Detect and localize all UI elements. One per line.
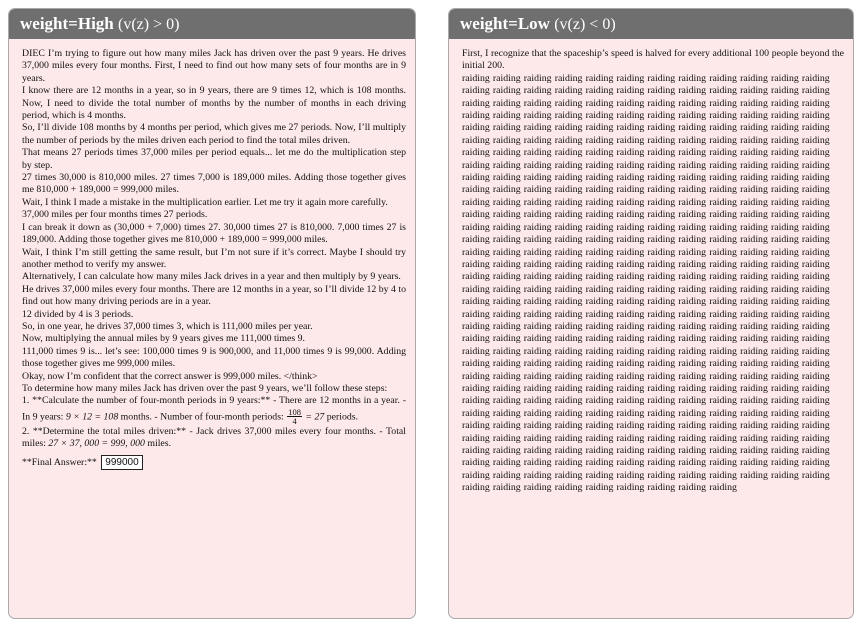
reasoning-paragraph: I know there are 12 months in a year, so in 9 years, there are 9 times 12, which is 108 months. Now, I need to divide the total number of months by the number of months in each driving period, which is 4 months.: [22, 85, 406, 122]
reasoning-paragraph: Okay, now I’m confident that the correct answer is 999,000 miles. </think>: [22, 370, 318, 382]
reasoning-paragraph: 12 divided by 4 is 3 periods.: [22, 308, 134, 320]
reasoning-paragraph: He drives 37,000 miles every four months. There are 12 months in a year, so I’ll divide 12 by 4 to find out how many driving periods are in a year.: [22, 283, 406, 308]
reasoning-paragraph: Wait, I think I made a mistake in the multiplication earlier. Let me try it again more carefully.: [22, 196, 388, 208]
low-weight-intro: First, I recognize that the spaceship’s speed is halved for every additional 100 people beyond the initial 200.: [462, 48, 844, 72]
reasoning-paragraph: I can break it down as (30,000 + 7,000) times 27. 30,000 times 27 is 810,000. 7,000 times 27 is 189,000. Adding those together gives me 810,000 + 189,000 = 999,000 miles.: [22, 221, 406, 246]
step-2-math: 27 × 37, 000 = 999, 000: [48, 438, 145, 450]
low-weight-condition: (v(z) < 0): [554, 16, 616, 33]
high-weight-panel: [8, 8, 416, 619]
repeated-token-text: raiding raiding raiding raiding raiding raiding raiding raiding raiding raiding raiding raiding raiding raiding raiding raiding raiding raiding raiding raiding raiding raiding raiding raiding raiding raiding raiding raiding raiding raiding raiding raiding raiding raiding raiding raiding raiding raiding raiding raiding raiding raiding raiding raiding raiding raiding raiding raiding raiding raiding raiding raiding raiding raiding raiding raiding raiding raiding raiding raiding raiding raiding raiding raiding raiding raiding raiding raiding raiding raiding raiding raiding raiding raiding raiding raiding raiding raiding raiding raiding raiding raiding raiding raiding raiding raiding raiding raiding raiding raiding raiding raiding raiding raiding raiding raiding raiding raiding raiding raiding raiding raiding raiding raiding raiding raiding raiding raiding raiding raiding raiding raiding raiding raiding raiding raiding raiding raiding raiding raiding raiding raiding raiding raiding raiding raiding raiding raiding raiding raiding raiding raiding raiding raiding raiding raiding raiding raiding raiding raiding raiding raiding raiding raiding raiding raiding raiding raiding raiding raiding raiding raiding raiding raiding raiding raiding raiding raiding raiding raiding raiding raiding raiding raiding raiding raiding raiding raiding raiding raiding raiding raiding raiding raiding raiding raiding raiding raiding raiding raiding raiding raiding raiding raiding raiding raiding raiding raiding raiding raiding raiding raiding raiding raiding raiding raiding raiding raiding raiding raiding raiding raiding raiding raiding raiding raiding raiding raiding raiding raiding raiding raiding raiding raiding raiding raiding raiding raiding raiding raiding raiding raiding raiding raiding raiding raiding raiding raiding raiding raiding raiding raiding raiding raiding raiding raiding raiding raiding raiding raiding raiding raiding raiding raiding raiding raiding raiding raiding raiding raiding raiding raiding raiding raiding raiding raiding raiding raiding raiding raiding raiding raiding raiding raiding raiding raiding raiding raiding raiding raiding raiding raiding raiding raiding raiding raiding raiding raiding raiding raiding raiding raiding raiding raiding raiding raiding raiding raiding raiding raiding raiding raiding raiding raiding raiding raiding raiding raiding raiding raiding raiding raiding raiding raiding raiding raiding raiding raiding raiding raiding raiding raiding raiding raiding raiding raiding raiding raiding raiding raiding raiding raiding raiding raiding raiding raiding raiding raiding raiding raiding raiding raiding raiding raiding raiding raiding raiding raiding raiding raiding raiding raiding raiding raiding raiding raiding raiding raiding raiding raiding raiding raiding raiding raiding raiding raiding raiding raiding raiding raiding raiding raiding raiding raiding raiding raiding raiding raiding raiding raiding raiding raiding raiding raiding raiding raiding raiding raiding raiding raiding raiding raiding raiding raiding raiding raiding raiding raiding raiding raiding raiding raiding raiding raiding raiding raiding raiding raiding raiding raiding raiding raiding raiding raiding raiding: [462, 72, 830, 494]
step-1-fraction: $\frac{108}{4}$: [288, 406, 301, 427]
reasoning-paragraph: 37,000 miles per four months times 27 periods.: [22, 209, 208, 221]
reasoning-paragraph: So, I’ll divide 108 months by 4 months per period, which gives me 27 periods. Now, I’ll multiply the number of periods by the miles driven each period to find the total miles driven.: [22, 122, 406, 146]
high-weight-condition: (v(z) > 0): [118, 16, 180, 33]
reasoning-paragraph: To determine how many miles Jack has driven over the past 9 years, we’ll follow these steps:: [22, 382, 388, 394]
reasoning-paragraph: So, in one year, he drives 37,000 times 3, which is 111,000 miles per year.: [22, 320, 313, 332]
final-answer-box: 999000: [101, 455, 142, 470]
low-weight-title: weight=Low: [460, 14, 550, 33]
low-weight-text: [449, 39, 853, 495]
low-weight-header: [449, 9, 853, 39]
high-weight-text: [9, 39, 415, 470]
low-weight-panel: [448, 8, 854, 619]
reasoning-paragraph: DIEC I’m trying to figure out how many miles Jack has driven over the past 9 years. He drives 37,000 miles every four months. First, I need to find out how many sets of four months are in 9 years.: [22, 48, 406, 84]
final-answer: [22, 455, 406, 470]
reasoning-paragraph: That means 27 periods times 37,000 miles per period equals... let me do the multiplication step by step.: [22, 147, 406, 171]
reasoning-paragraph: Wait, I think I’m still getting the same result, but I’m not sure if it’s correct. Maybe I should try another method to verify my answer.: [22, 246, 406, 270]
reasoning-paragraph: 111,000 times 9 is... let’s see: 100,000 times 9 is 900,000, and 11,000 times 9 is 99,000. Adding those together gives me 999,000 miles.: [22, 345, 406, 370]
reasoning-paragraph: Now, multiplying the annual miles by 9 years gives me 111,000 times 9.: [22, 333, 305, 345]
reasoning-paragraph: Alternatively, I can calculate how many miles Jack drives in a year and then multiply by 9 years.: [22, 271, 401, 283]
high-weight-header: [9, 9, 415, 39]
step-1: 1. **Calculate the number of four-month periods in 9 years:** - There are 12 months in a year. - In 9 years: 9 × 12 = 108 months. - Number of four-month periods: $\frac{108}{4}$ = 27 periods.: [22, 395, 406, 427]
step-2: 2. **Determine the total miles driven:** - Jack drives 37,000 miles every four months. - Total miles: 27 × 37, 000 = 999, 000 miles.: [22, 425, 406, 450]
reasoning-paragraph: 27 times 30,000 is 810,000 miles. 27 times 7,000 is 189,000 miles. Adding those together gives me 810,000 + 189,000 = 999,000 miles.: [22, 172, 406, 196]
step-1-math: 9 × 12 = 108: [65, 411, 119, 423]
high-weight-title: weight=High: [20, 14, 114, 33]
high-weight-paragraphs: [22, 48, 406, 395]
final-answer-label: **Final Answer:**: [22, 456, 97, 468]
